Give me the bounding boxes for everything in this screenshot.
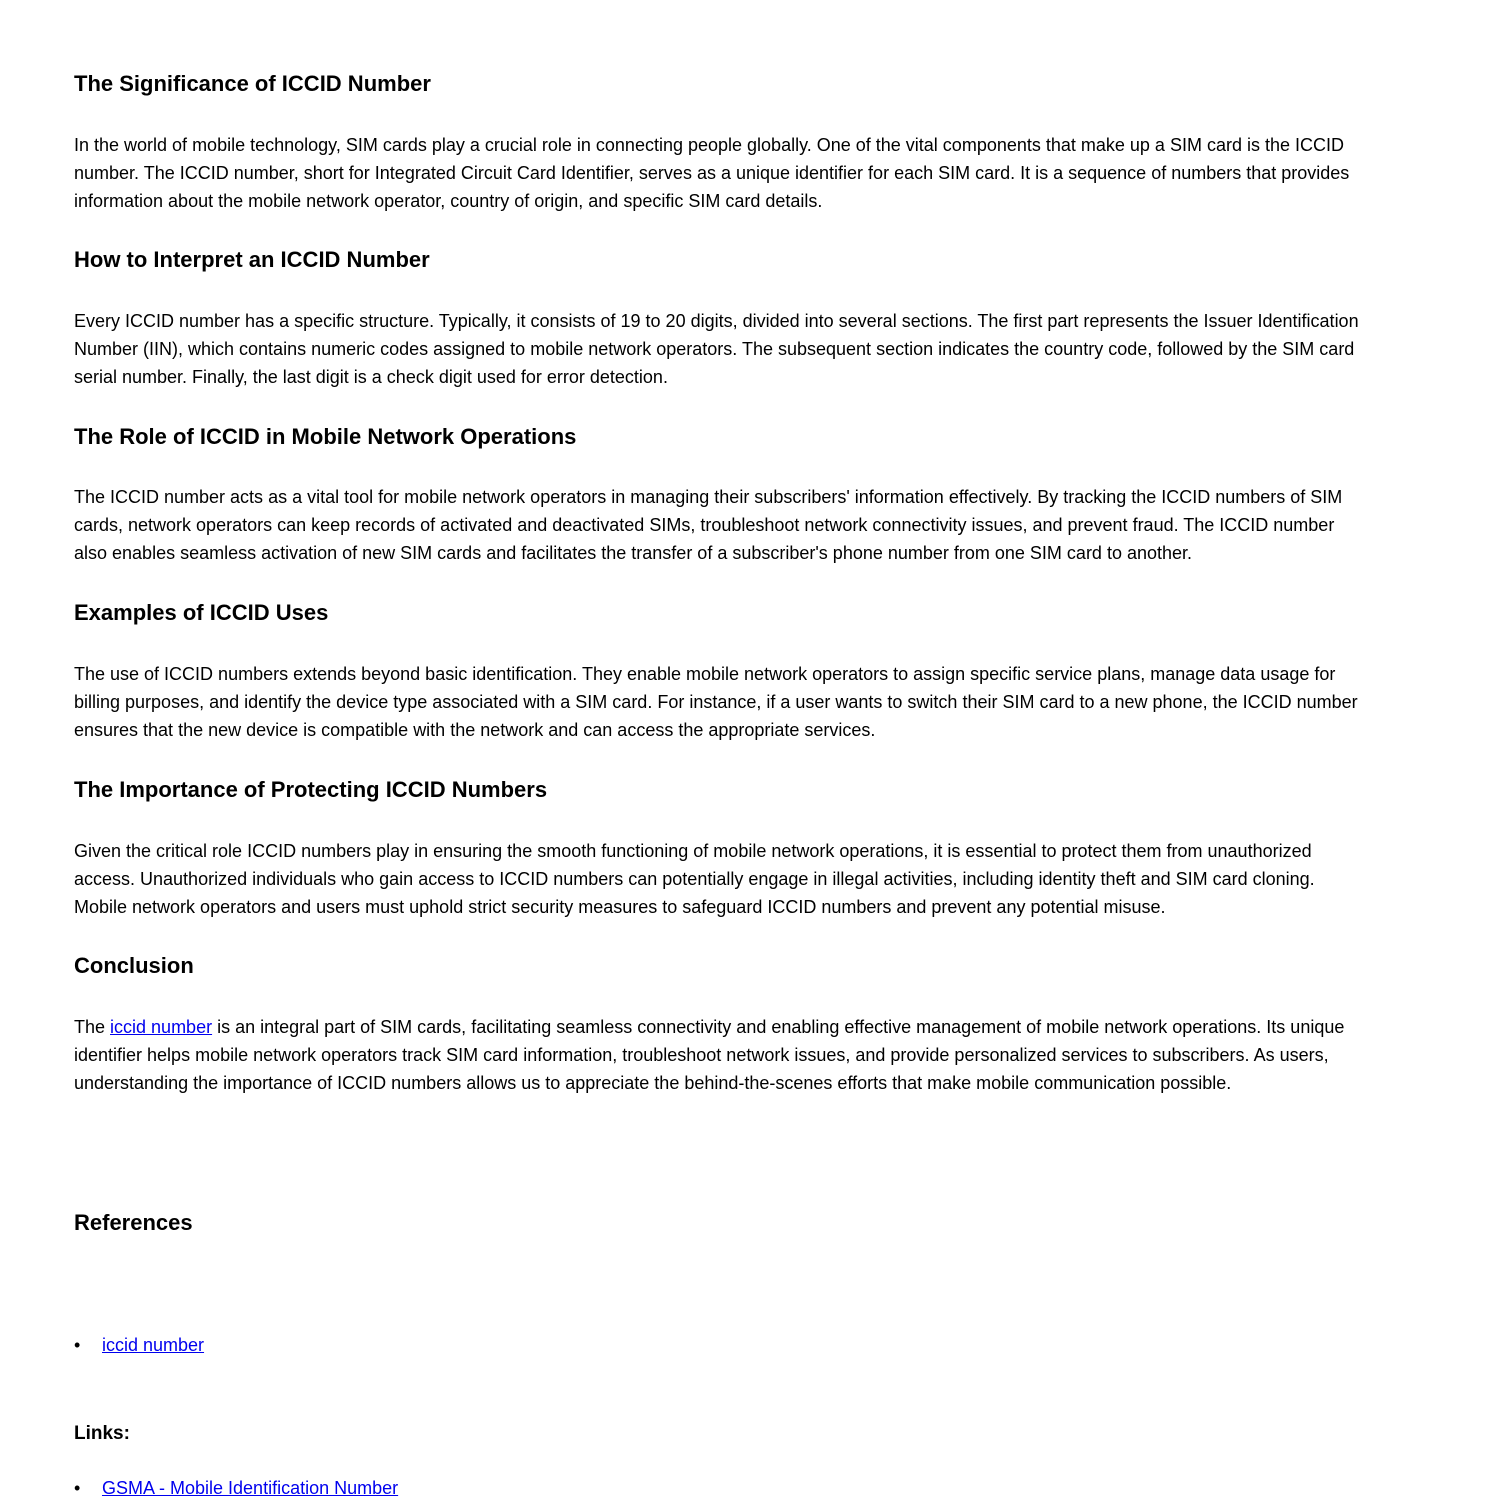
conclusion-paragraph — [74, 1013, 1344, 1098]
bullet: • — [74, 1478, 81, 1498]
references-heading: References — [74, 1210, 193, 1235]
bullet: • — [74, 1335, 81, 1355]
paragraph — [74, 483, 1342, 568]
text-line: access. Unauthorized individuals who gain access to ICCID numbers can potentially engage in illegal activities, including identity theft and SIM card cloning. — [74, 869, 1315, 890]
paragraph — [74, 837, 1315, 922]
text-line: serial number. Finally, the last digit is a check digit used for error detection. — [74, 367, 668, 388]
text-line: billing purposes, and identify the device type associated with a SIM card. For instance, if a user wants to switch their SIM card to a new phone, the ICCID number — [74, 692, 1358, 713]
text-line: number. The ICCID number, short for Integrated Circuit Card Identifier, serves as a unique identifier for each SIM card. It is a sequence of numbers that provides — [74, 163, 1350, 184]
text-line: Mobile network operators and users must uphold strict security measures to safeguard ICCID numbers and prevent any potential misuse. — [74, 897, 1166, 918]
section-heading: Examples of ICCID Uses — [74, 600, 329, 625]
text-line: also enables seamless activation of new SIM cards and facilitates the transfer of a subscriber's phone number from one SIM card to another. — [74, 543, 1193, 564]
text-line: Number (IIN), which contains numeric codes assigned to mobile network operators. The subsequent section indicates the country code, followed by the SIM card — [74, 339, 1355, 360]
section-heading: How to Interpret an ICCID Number — [74, 247, 430, 272]
paragraph — [74, 131, 1349, 216]
text: is an integral part of SIM cards, facilitating seamless connectivity and enabling effective management of mobile network operations. Its unique — [212, 1017, 1345, 1037]
text-line: ensures that the new device is compatible with the network and can access the appropriate services. — [74, 720, 876, 741]
iccid-number-link[interactable]: iccid number — [110, 1017, 213, 1037]
text-line: understanding the importance of ICCID numbers allows us to appreciate the behind-the-scenes efforts that make mobile communication possible. — [74, 1073, 1232, 1094]
gsma-link[interactable]: GSMA - Mobile Identification Number — [102, 1478, 399, 1498]
text-line: The ICCID number acts as a vital tool for mobile network operators in managing their subscribers' information effectively. By tracking the ICCID numbers of SIM — [74, 487, 1343, 507]
text-line: cards, network operators can keep records of activated and deactivated SIMs, troubleshoot network connectivity issues, and prevent fraud. The ICCID number — [74, 515, 1335, 536]
section-heading: The Significance of ICCID Number — [74, 71, 431, 96]
text-line — [74, 1013, 1344, 1041]
reference-link-iccid-number[interactable]: iccid number — [102, 1335, 205, 1355]
text-line: identifier helps mobile network operators track SIM card information, troubleshoot network issues, and provide personalized services to subscribers. As users, — [74, 1045, 1329, 1066]
section-heading: The Importance of Protecting ICCID Numbers — [74, 777, 548, 802]
section-heading: The Role of ICCID in Mobile Network Operations — [74, 424, 577, 449]
text: The — [74, 1017, 111, 1037]
text-line: The use of ICCID numbers extends beyond basic identification. They enable mobile network operators to assign specific service plans, manage data usage for — [74, 664, 1336, 684]
conclusion-heading: Conclusion — [74, 953, 194, 978]
links-list-item — [74, 1476, 398, 1500]
text-line: In the world of mobile technology, SIM cards play a crucial role in connecting people globally. One of the vital components that make up a SIM card is the ICCID — [74, 135, 1344, 155]
links-heading: Links: — [74, 1423, 130, 1444]
paragraph — [74, 660, 1358, 745]
reference-list-item — [74, 1333, 204, 1357]
text-line: information about the mobile network operator, country of origin, and specific SIM card details. — [74, 191, 823, 212]
text-line: Every ICCID number has a specific structure. Typically, it consists of 19 to 20 digits, divided into several sections. The first part represents the Issuer Identification — [74, 311, 1359, 331]
text-line: Given the critical role ICCID numbers play in ensuring the smooth functioning of mobile network operations, it is essential to protect them from unauthorized — [74, 841, 1312, 861]
paragraph — [74, 307, 1359, 392]
